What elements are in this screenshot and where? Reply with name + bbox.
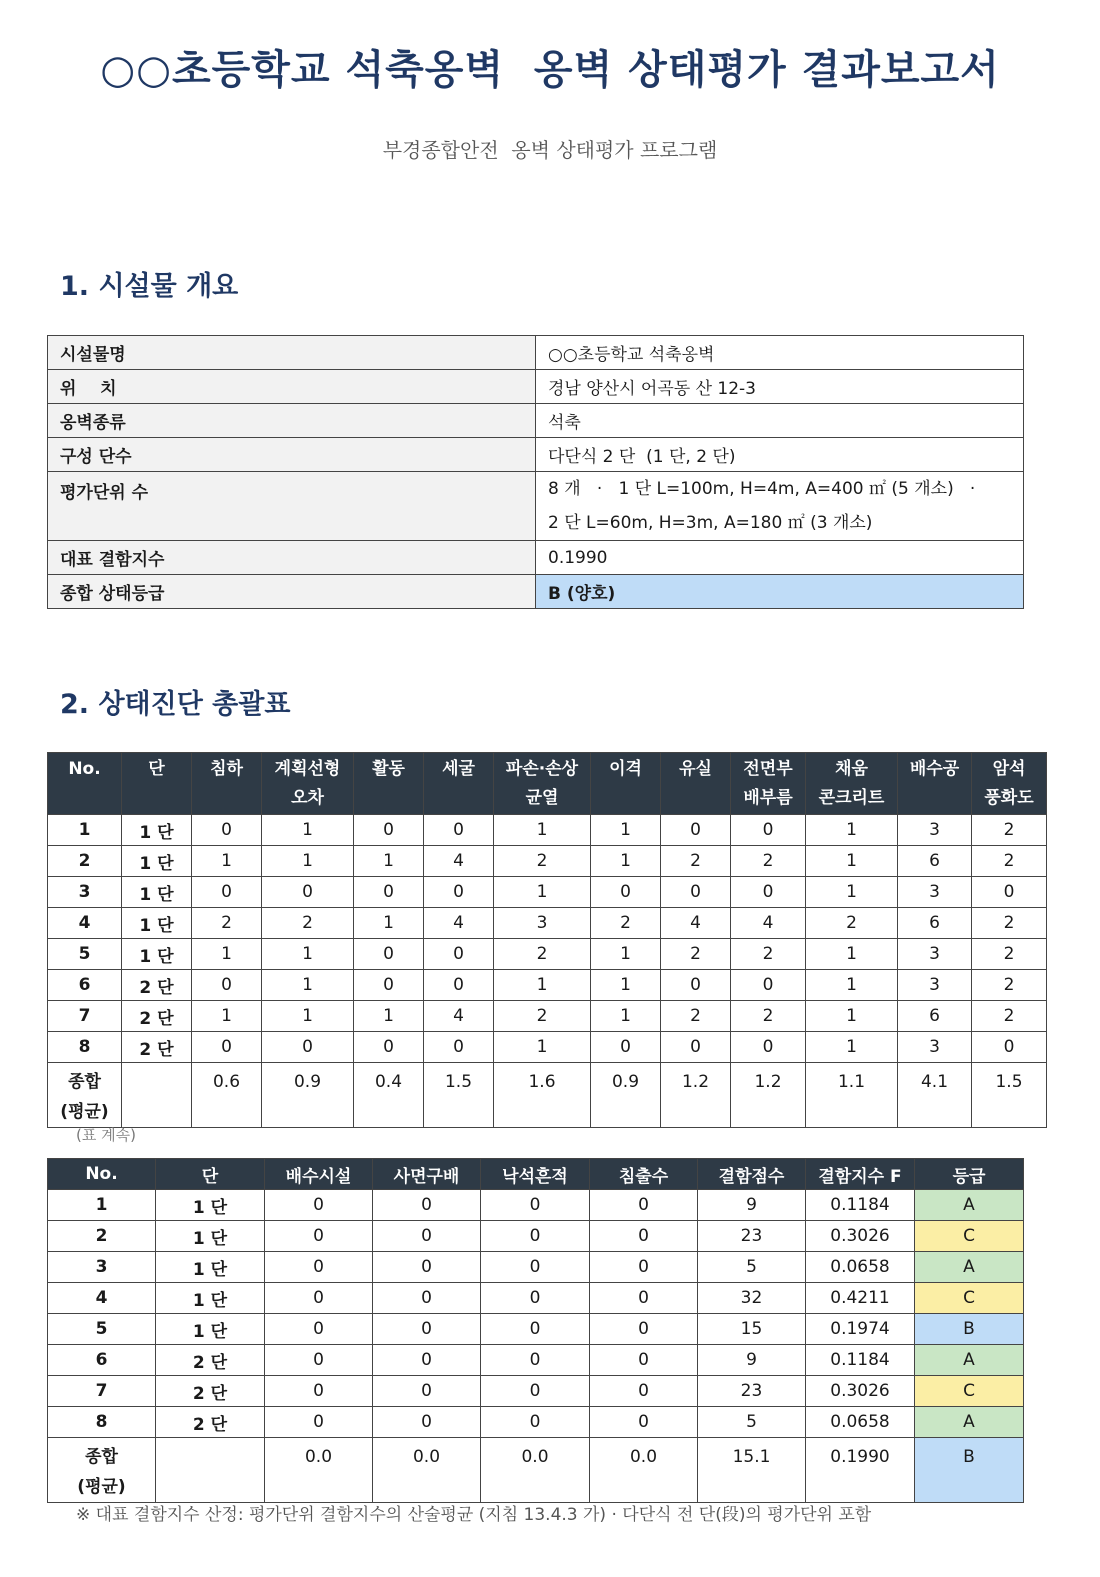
tier-cell: 2 단 [156,1376,265,1407]
total-label-line: (평균) [77,1477,126,1497]
score-cell: 4 [731,908,806,939]
score-cell: 2 [661,939,731,970]
score-cell: 1 [591,815,661,846]
score-cell: 1 [806,1032,898,1063]
score-cell: 2 [972,908,1047,939]
overview-value: ○○초등학교 석축옹벽 [536,336,1024,370]
score-cell: 0 [661,1032,731,1063]
overview-row [48,404,1024,438]
overall-grade-value: B (양호) [536,575,1024,609]
score-cell: 0 [265,1345,373,1376]
column-header [731,753,806,815]
score-cell: 3 [898,877,972,908]
score-cell: 0 [424,939,494,970]
score-cell: 1 [192,939,262,970]
score-cell: 32 [698,1283,806,1314]
summary-header-row [48,753,1047,815]
table-row [48,1376,1024,1407]
overview-row [48,438,1024,472]
table-row [48,1032,1047,1063]
score-cell: 0 [731,1032,806,1063]
column-header-line: 유실 [679,759,712,779]
average-cell: 0.4 [354,1063,424,1128]
average-cell: 0.0 [590,1438,698,1503]
score-cell: 0 [481,1252,590,1283]
score-cell: 0 [591,1032,661,1063]
column-header-line: 활동 [372,759,405,779]
tier-cell: 1 단 [156,1314,265,1345]
column-header-line: 콘크리트 [818,788,885,808]
score-cell: 0 [373,1407,481,1438]
row-number: 1 [48,815,122,846]
score-cell: 0.1184 [806,1190,915,1221]
score-cell: 1 [262,1001,354,1032]
tier-cell: 2 단 [156,1345,265,1376]
column-header: 결함점수 [698,1159,806,1190]
score-cell: 3 [898,970,972,1001]
score-cell: 1 [591,1001,661,1032]
score-cell: 1 [806,846,898,877]
column-header: 등급 [915,1159,1024,1190]
column-header [424,753,494,815]
table-continued-note: (표 계속) [76,1126,136,1144]
row-number: 5 [48,1314,156,1345]
score-cell: 2 [731,939,806,970]
table-row [48,1314,1024,1345]
tier-cell: 2 단 [156,1407,265,1438]
total-label-line: 종합 [85,1447,118,1467]
score-cell: 0.0658 [806,1407,915,1438]
table-row [48,1190,1024,1221]
score-cell: 0 [192,815,262,846]
score-cell: 2 [972,970,1047,1001]
score-cell: 0.0658 [806,1252,915,1283]
grade-cell: B [915,1438,1024,1503]
score-cell: 1 [262,815,354,846]
tier-cell: 1 단 [122,908,192,939]
score-cell: 3 [898,1032,972,1063]
score-cell: 23 [698,1221,806,1252]
score-cell: 1 [262,970,354,1001]
table-row [48,970,1047,1001]
overview-key: 평가단위 수 [48,472,536,541]
score-cell: 3 [494,908,591,939]
average-cell: 0.0 [481,1438,590,1503]
score-cell: 0 [481,1407,590,1438]
blank-cell [156,1438,265,1503]
score-cell: 9 [698,1345,806,1376]
score-cell: 23 [698,1376,806,1407]
score-cell: 0 [481,1283,590,1314]
score-cell: 0 [354,1032,424,1063]
score-cell: 0 [424,1032,494,1063]
score-cell: 0 [265,1283,373,1314]
tier-cell: 2 단 [122,970,192,1001]
score-cell: 0 [590,1221,698,1252]
column-header: 낙석흔적 [481,1159,590,1190]
score-cell: 0 [972,877,1047,908]
column-header-line: 파손·손상 [505,759,579,779]
score-cell: 0 [424,970,494,1001]
row-number: 3 [48,1252,156,1283]
overview-value [536,472,1024,541]
score-cell: 0 [590,1376,698,1407]
score-cell: 0 [265,1407,373,1438]
column-header [48,753,122,815]
average-cell: 4.1 [898,1063,972,1128]
table-row [48,939,1047,970]
score-cell: 5 [698,1407,806,1438]
score-cell: 2 [494,1001,591,1032]
row-number: 8 [48,1407,156,1438]
score-cell: 0 [590,1283,698,1314]
average-cell: 0.9 [591,1063,661,1128]
overview-key: 구성 단수 [48,438,536,472]
overview-key: 시설물명 [48,336,536,370]
score-cell: 1 [262,939,354,970]
score-cell: 0 [354,970,424,1001]
score-cell: 0.1974 [806,1314,915,1345]
score-cell: 1 [192,1001,262,1032]
score-cell: 0 [265,1221,373,1252]
score-cell: 0 [731,877,806,908]
score-cell: 1 [262,846,354,877]
score-cell: 5 [698,1252,806,1283]
average-cell: 1.6 [494,1063,591,1128]
overview-key: 위 치 [48,370,536,404]
average-cell: 0.0 [265,1438,373,1503]
row-number: 7 [48,1376,156,1407]
column-header [494,753,591,815]
table-row [48,1001,1047,1032]
score-cell: 0 [373,1190,481,1221]
score-cell: 0 [590,1190,698,1221]
score-cell: 1 [591,939,661,970]
score-cell: 0 [192,1032,262,1063]
score-cell: 1 [494,970,591,1001]
score-cell: 2 [731,1001,806,1032]
overview-row [48,370,1024,404]
average-cell: 15.1 [698,1438,806,1503]
score-cell: 1 [806,970,898,1001]
score-cell: 0 [481,1190,590,1221]
average-cell: 0.0 [373,1438,481,1503]
row-number: 2 [48,846,122,877]
tier-cell: 1 단 [122,939,192,970]
overview-value-line: 8 개 · 1 단 L=100m, H=4m, A=400 ㎡ (5 개소) · [548,479,976,499]
overview-key: 옹벽종류 [48,404,536,438]
column-header [122,753,192,815]
column-header [192,753,262,815]
score-cell: 2 [972,939,1047,970]
grade-cell: B [915,1314,1024,1345]
row-number: 4 [48,908,122,939]
score-cell: 2 [806,908,898,939]
score-cell: 0 [590,1314,698,1345]
blank-cell [122,1063,192,1128]
score-cell: 1 [806,815,898,846]
tier-cell: 1 단 [122,815,192,846]
score-cell: 3 [898,939,972,970]
section-heading-overview: 1. 시설물 개요 [60,271,239,302]
row-number: 6 [48,1345,156,1376]
average-cell: 1.5 [972,1063,1047,1128]
score-cell: 2 [661,846,731,877]
grade-cell: A [915,1252,1024,1283]
score-cell: 0.1184 [806,1345,915,1376]
row-number: 7 [48,1001,122,1032]
total-label [48,1438,156,1503]
score-cell: 0 [591,877,661,908]
score-cell: 0 [265,1376,373,1407]
column-header [262,753,354,815]
column-header-line: 오차 [291,788,324,808]
table-row [48,877,1047,908]
score-cell: 0 [262,877,354,908]
score-cell: 0 [661,877,731,908]
score-cell: 2 [972,846,1047,877]
row-number: 6 [48,970,122,1001]
column-header-line: 단 [148,759,165,779]
score-cell: 6 [898,1001,972,1032]
score-cell: 2 [972,815,1047,846]
score-cell: 4 [424,908,494,939]
average-cell: 1.2 [731,1063,806,1128]
overview-row [48,472,1024,541]
grade-cell: A [915,1407,1024,1438]
score-cell: 0 [481,1221,590,1252]
summary-header-row [48,1159,1024,1190]
score-cell: 0 [731,815,806,846]
score-cell: 4 [424,846,494,877]
score-cell: 6 [898,908,972,939]
score-cell: 0 [661,970,731,1001]
tier-cell: 1 단 [122,846,192,877]
column-header [972,753,1047,815]
score-cell: 0 [354,877,424,908]
score-cell: 3 [898,815,972,846]
score-cell: 0 [590,1345,698,1376]
score-cell: 0 [265,1190,373,1221]
score-cell: 1 [591,846,661,877]
score-cell: 1 [591,970,661,1001]
column-header: No. [48,1159,156,1190]
overview-key: 종합 상태등급 [48,575,536,609]
score-cell: 2 [591,908,661,939]
total-row [48,1438,1024,1503]
grade-cell: A [915,1345,1024,1376]
score-cell: 0 [481,1314,590,1345]
score-cell: 4 [424,1001,494,1032]
column-header: 배수시설 [265,1159,373,1190]
footnote: ※ 대표 결함지수 산정: 평가단위 결함지수의 산술평균 (지침 13.4.3 가) · 다단식 전 단(段)의 평가단위 포함 [76,1505,872,1525]
row-number: 4 [48,1283,156,1314]
score-cell: 2 [661,1001,731,1032]
total-row [48,1063,1047,1128]
score-cell: 1 [354,846,424,877]
tier-cell: 1 단 [156,1283,265,1314]
average-cell: 0.9 [262,1063,354,1128]
score-cell: 1 [354,908,424,939]
column-header-line: 계획선형 [274,759,341,779]
column-header-line: No. [68,759,101,779]
row-number: 3 [48,877,122,908]
column-header [898,753,972,815]
score-cell: 0 [481,1345,590,1376]
table-row [48,1283,1024,1314]
score-cell: 0 [192,877,262,908]
overview-row [48,541,1024,575]
tier-cell: 1 단 [156,1221,265,1252]
average-cell: 0.6 [192,1063,262,1128]
column-header-line: 침하 [210,759,243,779]
score-cell: 0 [192,970,262,1001]
score-cell: 0.3026 [806,1221,915,1252]
tier-cell: 2 단 [122,1032,192,1063]
row-number: 5 [48,939,122,970]
score-cell: 0 [354,815,424,846]
score-cell: 1 [192,846,262,877]
table-row [48,1407,1024,1438]
score-cell: 0 [373,1221,481,1252]
overview-value: 다단식 2 단 (1 단, 2 단) [536,438,1024,472]
column-header [591,753,661,815]
overview-value: 석축 [536,404,1024,438]
score-cell: 1 [494,1032,591,1063]
overview-row [48,575,1024,609]
score-cell: 0 [424,815,494,846]
score-cell: 0 [265,1314,373,1345]
score-cell: 0 [373,1283,481,1314]
score-cell: 0 [661,815,731,846]
column-header-line: 이격 [609,759,642,779]
score-cell: 0 [373,1376,481,1407]
overview-key: 대표 결함지수 [48,541,536,575]
score-cell: 6 [898,846,972,877]
column-header-line: 균열 [525,788,559,808]
table-row [48,1221,1024,1252]
table-row [48,1345,1024,1376]
score-cell: 1 [494,815,591,846]
tier-cell: 1 단 [156,1252,265,1283]
facility-overview-table [47,335,1024,609]
score-cell: 2 [972,1001,1047,1032]
score-cell: 0 [373,1252,481,1283]
score-cell: 0 [265,1252,373,1283]
column-header [354,753,424,815]
column-header: 침출수 [590,1159,698,1190]
score-cell: 0 [731,970,806,1001]
score-cell: 1 [806,939,898,970]
column-header-line: 세굴 [442,759,475,779]
grade-cell: A [915,1190,1024,1221]
average-cell: 0.1990 [806,1438,915,1503]
column-header: 결함지수 F [806,1159,915,1190]
score-cell: 2 [731,846,806,877]
score-cell: 0 [590,1252,698,1283]
tier-cell: 2 단 [122,1001,192,1032]
summary-table-part2 [47,1158,1024,1503]
score-cell: 15 [698,1314,806,1345]
score-cell: 0 [262,1032,354,1063]
row-number: 2 [48,1221,156,1252]
score-cell: 0 [481,1376,590,1407]
grade-cell: C [915,1221,1024,1252]
column-header-line: 배부름 [743,788,793,808]
table-row [48,846,1047,877]
score-cell: 4 [661,908,731,939]
average-cell: 1.1 [806,1063,898,1128]
score-cell: 0.3026 [806,1376,915,1407]
table-row [48,908,1047,939]
column-header-line: 암석 [992,759,1026,779]
grade-cell: C [915,1283,1024,1314]
score-cell: 1 [806,1001,898,1032]
overview-value: 0.1990 [536,541,1024,575]
report-subtitle: 부경종합안전 옹벽 상태평가 프로그램 [382,138,718,162]
score-cell: 1 [806,877,898,908]
report-title: ○○초등학교 석축옹벽 옹벽 상태평가 결과보고서 [100,47,1000,93]
score-cell: 2 [192,908,262,939]
overview-value: 경남 양산시 어곡동 산 12-3 [536,370,1024,404]
column-header-line: 풍화도 [984,788,1034,808]
column-header: 사면구배 [373,1159,481,1190]
section-heading-summary: 2. 상태진단 총괄표 [60,689,291,720]
table-row [48,815,1047,846]
score-cell: 9 [698,1190,806,1221]
average-cell: 1.2 [661,1063,731,1128]
score-cell: 2 [494,939,591,970]
score-cell: 0 [424,877,494,908]
column-header-line: 전면부 [743,759,793,779]
score-cell: 1 [354,1001,424,1032]
score-cell: 2 [262,908,354,939]
total-label [48,1063,122,1128]
score-cell: 0 [354,939,424,970]
column-header [806,753,898,815]
score-cell: 0 [373,1314,481,1345]
total-label-line: (평균) [60,1102,109,1122]
column-header-line: 채움 [835,759,868,779]
score-cell: 0 [590,1407,698,1438]
score-cell: 1 [494,877,591,908]
overview-row [48,336,1024,370]
column-header: 단 [156,1159,265,1190]
score-cell: 0 [972,1032,1047,1063]
table-row [48,1252,1024,1283]
row-number: 1 [48,1190,156,1221]
summary-table-part1 [47,752,1047,1128]
score-cell: 0.4211 [806,1283,915,1314]
overview-value-line: 2 단 L=60m, H=3m, A=180 ㎡ (3 개소) [548,513,873,533]
grade-cell: C [915,1376,1024,1407]
score-cell: 2 [494,846,591,877]
score-cell: 0 [373,1345,481,1376]
tier-cell: 1 단 [156,1190,265,1221]
tier-cell: 1 단 [122,877,192,908]
column-header [661,753,731,815]
total-label-line: 종합 [68,1072,101,1092]
average-cell: 1.5 [424,1063,494,1128]
column-header-line: 배수공 [909,759,960,779]
row-number: 8 [48,1032,122,1063]
